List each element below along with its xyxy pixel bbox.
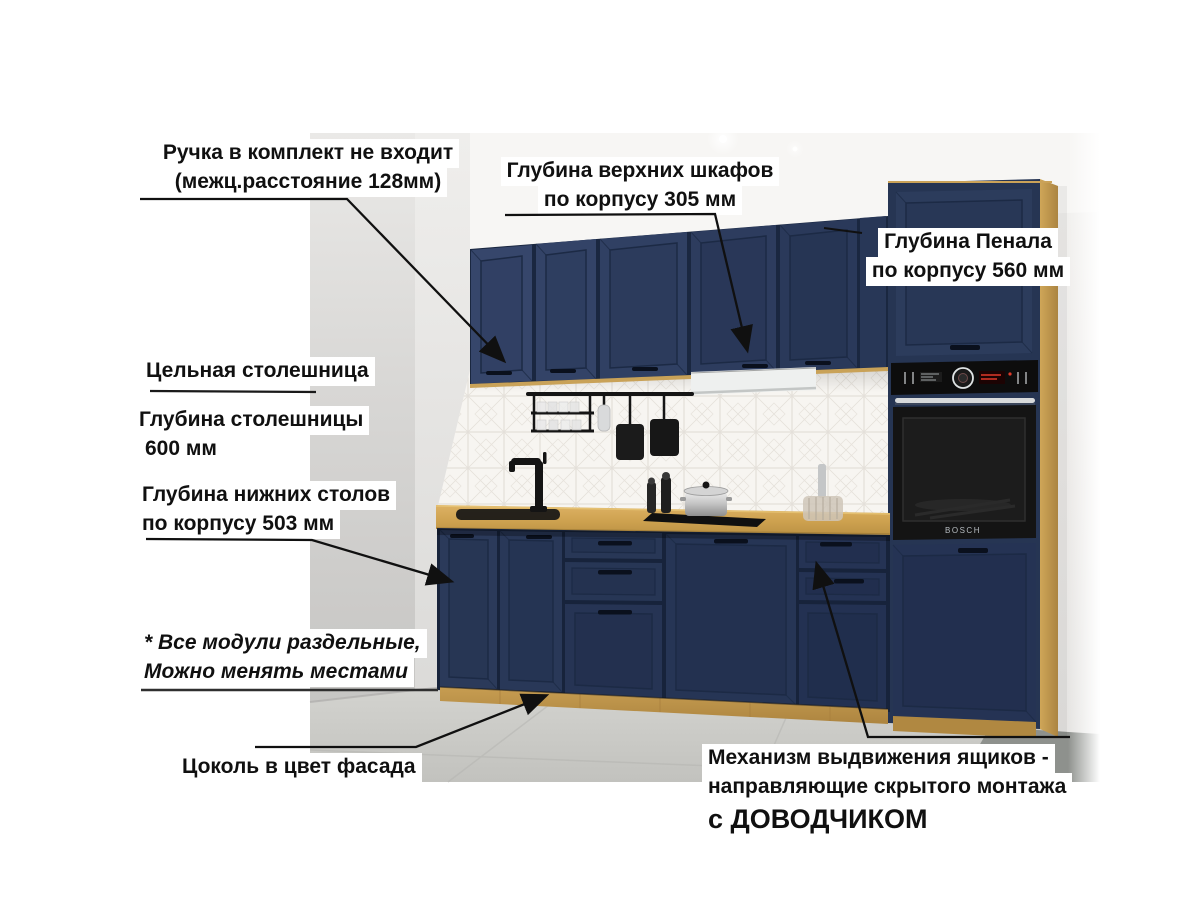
upper-cabinet-door bbox=[691, 225, 776, 375]
oven bbox=[891, 360, 1038, 540]
upper-cabinet-door bbox=[600, 232, 687, 379]
base-cabinets bbox=[437, 528, 890, 712]
annotation-line: направляющие скрытого монтажа bbox=[702, 773, 1072, 802]
annotation-line: Цельная столешница bbox=[140, 357, 375, 386]
annotation-handle-note bbox=[128, 139, 488, 197]
upper-cabinet-door bbox=[471, 245, 532, 384]
annotation-drawer-mechanism bbox=[702, 744, 1072, 839]
drawer-unit bbox=[565, 532, 662, 699]
upper-cabinet-door bbox=[780, 219, 857, 371]
annotation-line: по корпусу 560 мм bbox=[866, 257, 1070, 286]
annotation-line: Глубина верхних шкафов bbox=[501, 157, 780, 186]
annotation-line: по корпусу 305 мм bbox=[538, 186, 742, 215]
annotation-upper-cabinets-depth bbox=[490, 157, 790, 215]
base-cabinet-door bbox=[666, 534, 796, 705]
annotation-solid-countertop bbox=[140, 357, 375, 386]
utensil-cup bbox=[650, 419, 679, 456]
annotation-tall-cabinet-depth bbox=[853, 228, 1083, 286]
oven-brand-label: BOSCH bbox=[945, 526, 981, 535]
base-cabinet-door bbox=[500, 531, 562, 692]
oven-handle bbox=[895, 398, 1035, 403]
rail-roll-holder bbox=[598, 405, 610, 431]
annotation-line: Можно менять местами bbox=[138, 658, 414, 687]
annotation-line: Цоколь в цвет фасада bbox=[176, 753, 422, 782]
annotation-line: по корпусу 503 мм bbox=[136, 510, 340, 539]
annotation-base-cabinets-depth bbox=[136, 481, 396, 539]
annotation-plinth-note bbox=[176, 753, 422, 782]
annotation-line: Глубина Пенала bbox=[878, 228, 1058, 257]
annotation-line: * Все модули раздельные, bbox=[138, 629, 427, 658]
annotation-line: Ручка в комплект не входит bbox=[157, 139, 459, 168]
annotation-line: Глубина нижних столов bbox=[136, 481, 396, 510]
upper-cabinet-door bbox=[536, 239, 596, 381]
annotation-line: (межц.расстояние 128мм) bbox=[169, 168, 447, 197]
annotation-modules-note bbox=[138, 629, 427, 687]
annotation-line: Глубина столешницы bbox=[133, 406, 369, 435]
annotation-line: 600 мм bbox=[139, 435, 223, 464]
base-cabinet-door bbox=[440, 530, 497, 689]
drawer-unit bbox=[799, 536, 886, 710]
annotation-line: с ДОВОДЧИКОМ bbox=[702, 802, 933, 838]
tall-cabinet-lower-door bbox=[893, 543, 1036, 722]
annotation-countertop-depth bbox=[133, 406, 369, 464]
annotation-line: Механизм выдвижения ящиков - bbox=[702, 744, 1055, 773]
utensil-cup bbox=[616, 424, 644, 460]
